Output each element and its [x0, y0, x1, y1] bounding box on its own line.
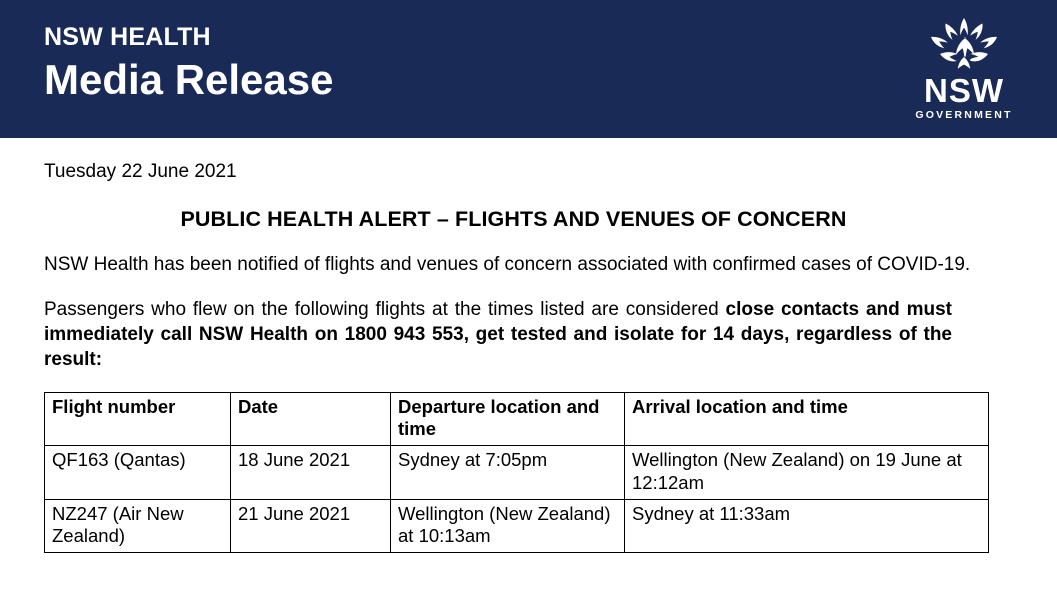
- logo-subtext: GOVERNMENT: [915, 109, 1013, 121]
- close-contact-paragraph-bold: close contacts and must immediately call NSW Health on 1800 943 553, get tested and isolate for 14 days, regardless of the result:: [44, 298, 952, 370]
- banner-text-block: [0, 0, 334, 104]
- nsw-waratah-icon: [915, 16, 1013, 72]
- document-type-title: Media Release: [44, 55, 334, 103]
- cell-arrival: Sydney at 11:33am: [625, 499, 989, 552]
- cell-departure: Sydney at 7:05pm: [391, 446, 625, 499]
- organisation-name: NSW HEALTH: [44, 23, 211, 51]
- document-body: [0, 138, 1057, 553]
- cell-flight-number: NZ247 (Air New Zealand): [45, 499, 231, 552]
- logo-wordmark: NSW: [924, 72, 1004, 109]
- cell-flight-number: QF163 (Qantas): [45, 446, 231, 499]
- table-row: [45, 499, 989, 552]
- cell-date: 21 June 2021: [231, 499, 391, 552]
- close-contact-paragraph-plain: Passengers who flew on the following flights at the times listed are considered: [44, 298, 726, 320]
- column-header-arrival: Arrival location and time: [625, 393, 989, 446]
- flights-table: [44, 392, 989, 553]
- column-header-departure: Departure location and time: [391, 393, 625, 446]
- table-row: [45, 446, 989, 499]
- column-header-date: Date: [231, 393, 391, 446]
- page-title: PUBLIC HEALTH ALERT – FLIGHTS AND VENUES OF CONCERN: [180, 206, 847, 231]
- nsw-government-logo: [915, 0, 1057, 121]
- intro-paragraph: NSW Health has been notified of flights and venues of concern associated with confirmed cases of COVID-19.: [44, 253, 971, 275]
- release-date: Tuesday 22 June 2021: [44, 161, 237, 182]
- cell-arrival: Wellington (New Zealand) on 19 June at 12:12am: [625, 446, 989, 499]
- table-header-row: [45, 393, 989, 446]
- page-header-banner: [0, 0, 1057, 138]
- cell-date: 18 June 2021: [231, 446, 391, 499]
- close-contact-paragraph: [44, 297, 997, 372]
- cell-departure: Wellington (New Zealand) at 10:13am: [391, 499, 625, 552]
- column-header-flight-number: Flight number: [45, 393, 231, 446]
